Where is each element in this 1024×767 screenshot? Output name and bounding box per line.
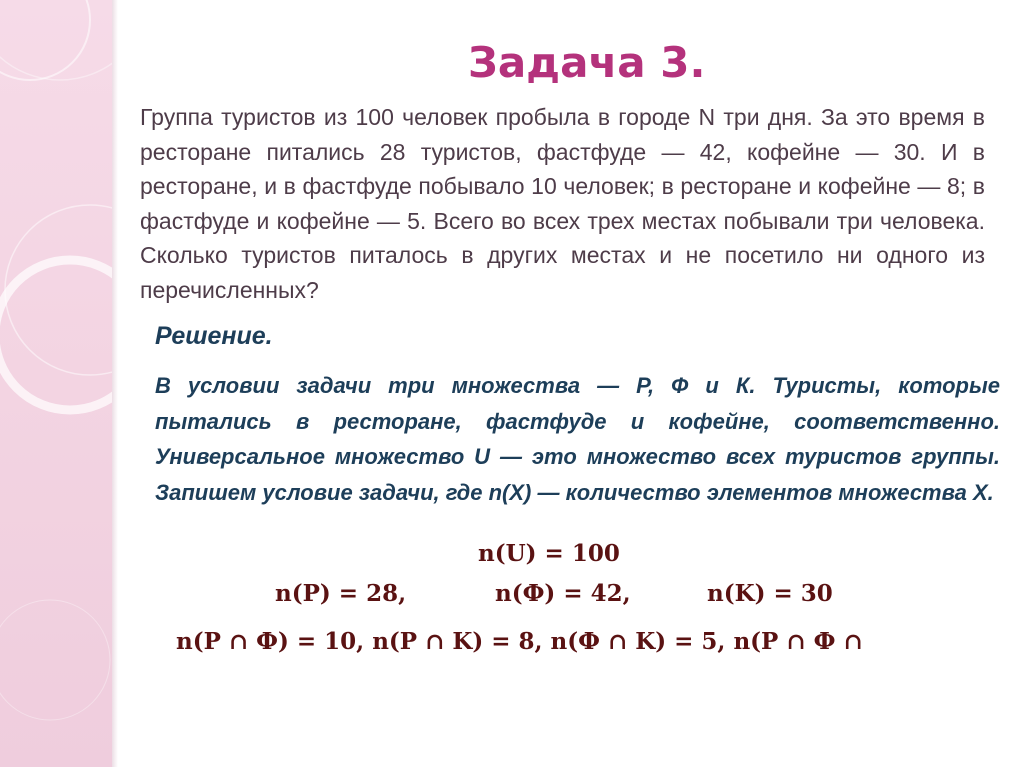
solution-heading: Решение. <box>155 322 273 350</box>
decorative-side-band <box>0 0 112 767</box>
formula-universe: n(U) = 100 <box>478 540 620 567</box>
decorative-circles <box>0 0 112 767</box>
formula-fastfood: n(Ф) = 42, <box>495 580 631 607</box>
slide-title: Задача 3. <box>468 38 706 87</box>
formula-restaurant: n(P) = 28, <box>275 580 407 607</box>
side-band-shadow <box>112 0 118 767</box>
formula-intersections: n(P ∩ Ф) = 10, n(P ∩ K) = 8, n(Ф ∩ K) = 5, n(P ∩ Ф ∩ <box>176 628 863 655</box>
formula-cafe: n(K) = 30 <box>707 580 833 607</box>
solution-text: В условии задачи три множества — Р, Ф и К. Туристы, которые пытались в ресторане, фастфуде и кофейне, соответственно. Универсальное множество U — это множество всех туристов группы. Запишем условие задачи, где n(X) — количество элементов множества X. <box>155 373 1000 505</box>
problem-statement: Группа туристов из 100 человек пробыла в городе N три дня. За это время в ресторане питались 28 туристов, фастфуде — 42, кофейне — 30. И в ресторане, и в фастфуде побывало 10 человек; в ресторане и кофейне — 8; в фастфуде и кофейне — 5. Всего во всех трех местах побывали три человека. Сколько туристов питалось в других местах и не посетило ни одного из перечисленных? <box>140 104 985 303</box>
